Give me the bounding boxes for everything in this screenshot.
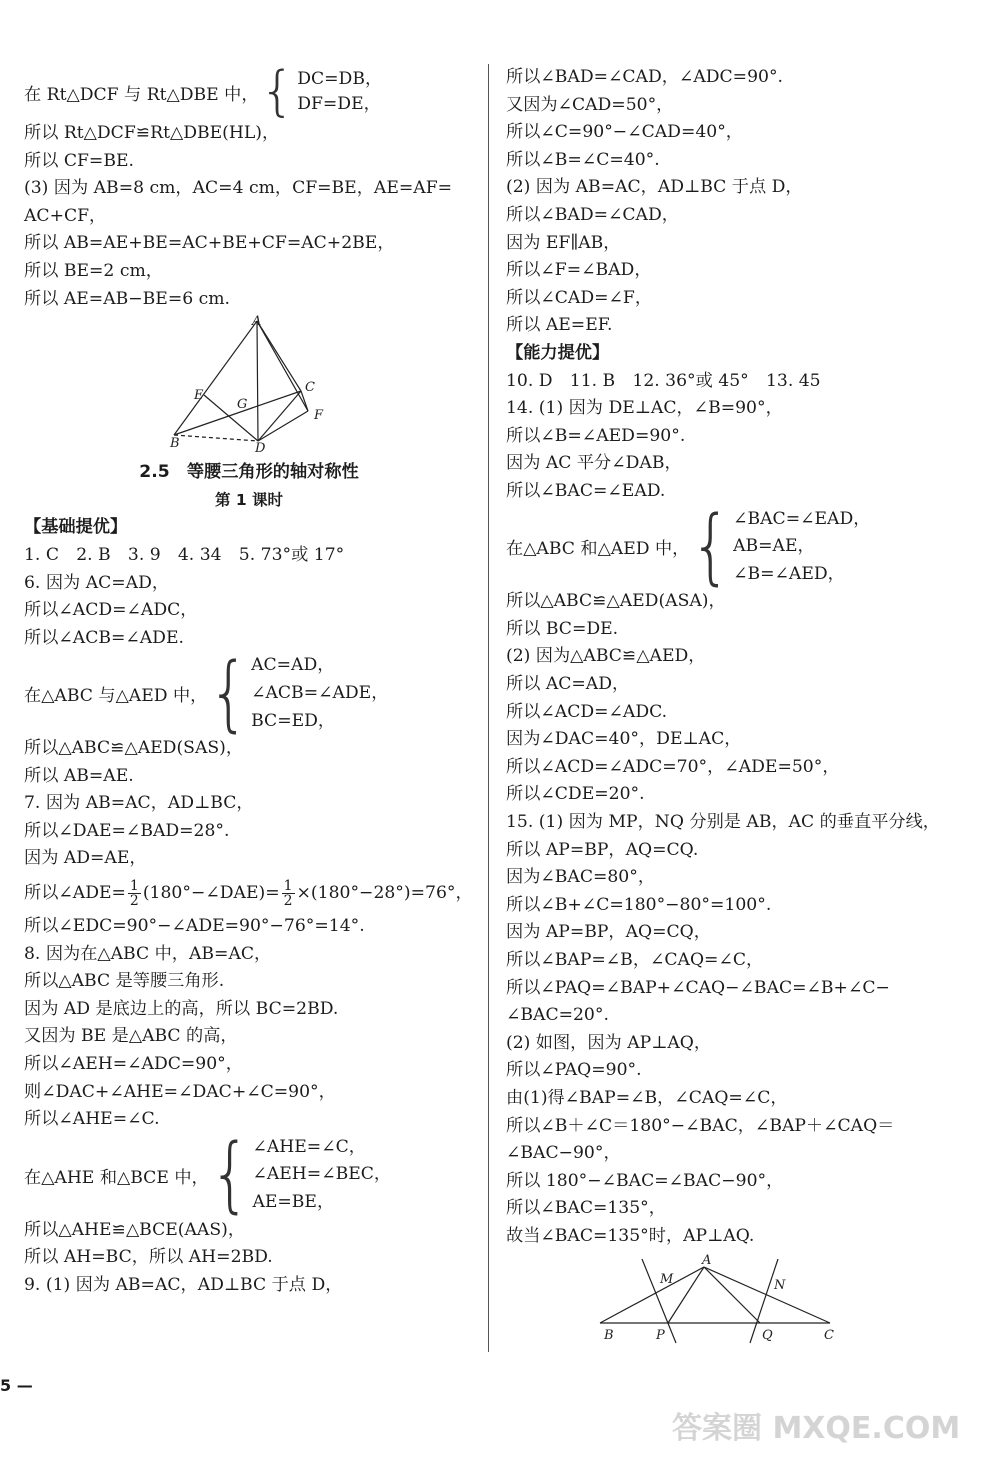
label-Q: Q — [762, 1327, 773, 1343]
text-line: 所以 AB=AE+BE=AC+BE+CF=AC+2BE， — [24, 233, 395, 254]
system-lead: 在△ABC 与△AED 中， — [24, 686, 208, 707]
text-line: 所以 AC=AD， — [506, 674, 630, 695]
text-line: 则∠DAC+∠AHE=∠DAC+∠C=90°， — [24, 1081, 336, 1102]
text-line: 所以∠BAC=135°， — [506, 1198, 666, 1219]
brace-icon: { — [259, 60, 296, 123]
text-span: 所以∠ADE= — [24, 883, 126, 904]
section-title: 2.5 等腰三角形的轴对称性 — [139, 462, 359, 483]
system-lead: 在△AHE 和△BCE 中， — [24, 1167, 209, 1188]
text-line: 所以∠ACD=∠ADC， — [24, 600, 198, 621]
brace-icon: { — [209, 1127, 251, 1223]
geometry-figure-1 — [24, 315, 474, 453]
text-line: 所以△ABC≌△AED(SAS)， — [24, 738, 244, 759]
system-lead: 在 Rt△DCF 与 Rt△DBE 中， — [24, 84, 259, 105]
text-line: (2) 如图，因为 AP⊥AQ， — [506, 1032, 712, 1053]
text-line: 所以∠AEH=∠ADC=90°， — [24, 1054, 243, 1075]
fraction-denominator: 2 — [283, 892, 293, 909]
right-column — [506, 64, 974, 1345]
text-line: 又因为 BE 是△ABC 的高， — [24, 1026, 238, 1047]
text-line: 所以∠B+∠C=180°−80°=100°. — [506, 894, 772, 915]
text-line: 所以 AB=AE. — [24, 765, 134, 786]
text-line: 因为 AC 平分∠DAB， — [506, 453, 682, 474]
text-line: 10. D 11. B 12. 36°或 45° 13. 45 — [506, 370, 821, 391]
text-line: 14. (1) 因为 DE⊥AC，∠B=90°， — [506, 398, 783, 419]
text-line: 因为 AD 是底边上的高，所以 BC=2BD. — [24, 998, 339, 1019]
text-line: 因为 EF∥AB， — [506, 232, 621, 253]
label-B: B — [170, 436, 180, 452]
text-line: 所以∠PAQ=∠BAP+∠CAQ−∠BAC=∠B+∠C− — [506, 977, 890, 998]
text-line: 7. 因为 AB=AC，AD⊥BC， — [24, 793, 254, 814]
system-row: BC=ED， — [251, 710, 336, 731]
text-line: 6. 因为 AC=AD， — [24, 572, 170, 593]
label-D: D — [255, 441, 266, 454]
system-lead: 在△ABC 和△AED 中， — [506, 539, 690, 560]
text-line: 9. (1) 因为 AB=AC，AD⊥BC 于点 D， — [24, 1274, 343, 1295]
label-C: C — [824, 1327, 834, 1343]
fraction — [282, 879, 295, 908]
text-line: 15. (1) 因为 MP，NQ 分别是 AB，AC 的垂直平分线， — [506, 812, 940, 833]
system-row: ∠B=∠AED， — [733, 563, 845, 584]
watermark-text: 答案圈 MXQE.COM — [672, 1411, 961, 1446]
text-line: 所以∠BAP=∠B，∠CAQ=∠C， — [506, 950, 764, 970]
label-A: A — [702, 1252, 712, 1268]
label-N: N — [774, 1277, 786, 1293]
watermark-logo — [672, 1398, 972, 1458]
text-line: 所以 AP=BP，AQ=CQ. — [506, 839, 699, 860]
fraction — [128, 879, 141, 908]
system-row: ∠AHE=∠C， — [252, 1136, 366, 1157]
label-M: M — [660, 1271, 674, 1287]
text-line: 所以△ABC 是等腰三角形. — [24, 971, 225, 992]
text-line: 所以 AE=AB−BE=6 cm. — [24, 288, 231, 309]
geometry-figure-2 — [506, 1253, 974, 1345]
equation-system — [506, 499, 974, 595]
lesson-title: 第 1 课时 — [214, 490, 284, 509]
equation-system — [24, 646, 474, 742]
text-line: 所以 BE=2 cm， — [24, 260, 163, 281]
text-line: 所以∠EDC=90°−∠ADE=90°−76°=14°. — [24, 916, 365, 937]
text-line: 所以∠CDE=20°. — [506, 784, 645, 805]
text-line: 所以∠ACD=∠ADC. — [506, 701, 668, 722]
text-span: ×(180°−28°)=76°， — [296, 883, 473, 904]
text-line: 所以△AHE≌△BCE(AAS)， — [24, 1219, 246, 1240]
text-line: 因为 AD=AE， — [24, 848, 147, 869]
section-heading: 【能力提优】 — [506, 342, 610, 363]
column-divider — [488, 64, 489, 1352]
equation-system — [24, 1127, 474, 1223]
text-line: 所以 Rt△DCF≌Rt△DBE(HL)， — [24, 123, 280, 143]
system-row: ∠ACB=∠ADE， — [251, 682, 389, 703]
text-line: 所以∠B＋∠C＝180°−∠BAC，∠BAP＋∠CAQ＝ — [506, 1115, 895, 1136]
text-line: 所以△ABC≌△AED(ASA)， — [506, 591, 726, 612]
text-line: ∠BAC−90°， — [506, 1143, 621, 1164]
system-row: DC=DB， — [297, 69, 383, 89]
label-C: C — [305, 380, 315, 396]
label-E: E — [194, 388, 204, 404]
text-line: AC+CF， — [24, 205, 107, 226]
system-row: ∠BAC=∠EAD， — [733, 508, 871, 529]
text-line: 所以∠AHE=∠C. — [24, 1109, 160, 1130]
text-line: 因为∠DAC=40°，DE⊥AC， — [506, 729, 742, 750]
text-line: 8. 因为在△ABC 中，AB=AC， — [24, 943, 272, 964]
text-line: 所以 AE=EF. — [506, 315, 613, 336]
system-row: AB=AE， — [733, 536, 815, 557]
label-B: B — [604, 1327, 614, 1343]
text-line: 因为 AP=BP，AQ=CQ， — [506, 922, 711, 943]
text-line: 故当∠BAC=135°时，AP⊥AQ. — [506, 1225, 755, 1246]
section-heading: 【基础提优】 — [24, 517, 128, 538]
label-P: P — [656, 1327, 665, 1343]
text-line: 所以∠B=∠AED=90°. — [506, 425, 686, 446]
label-F: F — [314, 408, 324, 424]
text-line: 又因为∠CAD=50°， — [506, 94, 674, 115]
system-row: AC=AD， — [251, 655, 335, 676]
text-line: 所以∠BAC=∠EAD. — [506, 480, 666, 501]
text-line: 1. C 2. B 3. 9 4. 34 5. 73°或 17° — [24, 544, 345, 565]
text-line: 所以∠ACD=∠ADC=70°，∠ADE=50°， — [506, 756, 840, 777]
brace-icon: { — [208, 646, 250, 742]
equation-system — [24, 60, 474, 123]
text-line: 所以∠PAQ=90°. — [506, 1060, 642, 1081]
fraction-denominator: 2 — [129, 892, 139, 909]
fraction-line — [24, 873, 474, 913]
brace-icon: { — [690, 499, 732, 595]
text-line: 所以∠BAD=∠CAD， — [506, 204, 679, 225]
left-column — [24, 60, 474, 1299]
text-line: 所以∠B=∠C=40°. — [506, 149, 660, 170]
fraction-numerator: 1 — [283, 877, 293, 894]
text-span: (180°−∠DAE)= — [142, 883, 280, 904]
system-row: DF=DE， — [297, 94, 381, 114]
text-line: 因为∠BAC=80°， — [506, 867, 656, 888]
text-line: 所以∠C=90°−∠CAD=40°， — [506, 122, 743, 143]
text-line: (2) 因为 AB=AC，AD⊥BC 于点 D， — [506, 177, 803, 198]
text-line: 所以∠CAD=∠F， — [506, 287, 653, 308]
text-line: 所以∠F=∠BAD， — [506, 260, 652, 281]
text-line: 所以∠DAE=∠BAD=28°. — [24, 820, 230, 841]
text-line: (2) 因为△ABC≌△AED， — [506, 646, 706, 667]
text-line: (3) 因为 AB=8 cm，AC=4 cm，CF=BE，AE=AF= — [24, 178, 453, 199]
text-line: 所以 AH=BC，所以 AH=2BD. — [24, 1247, 273, 1268]
page-number: 5 — — [0, 1376, 33, 1395]
text-line: 所以 BC=DE. — [506, 618, 619, 639]
text-line: 所以 180°−∠BAC=∠BAC−90°， — [506, 1170, 784, 1191]
label-A: A — [252, 315, 262, 330]
text-line: 所以 CF=BE. — [24, 150, 134, 171]
text-line: ∠BAC=20°. — [506, 1005, 609, 1026]
system-row: AE=BE， — [252, 1192, 335, 1212]
label-G: G — [237, 397, 248, 413]
text-line: 由(1)得∠BAP=∠B，∠CAQ=∠C， — [506, 1087, 788, 1108]
text-line: 所以∠ACB=∠ADE. — [24, 627, 184, 648]
system-row: ∠AEH=∠BEC， — [252, 1164, 392, 1185]
text-line: 所以∠BAD=∠CAD，∠ADC=90°. — [506, 67, 784, 87]
fraction-numerator: 1 — [129, 877, 139, 894]
